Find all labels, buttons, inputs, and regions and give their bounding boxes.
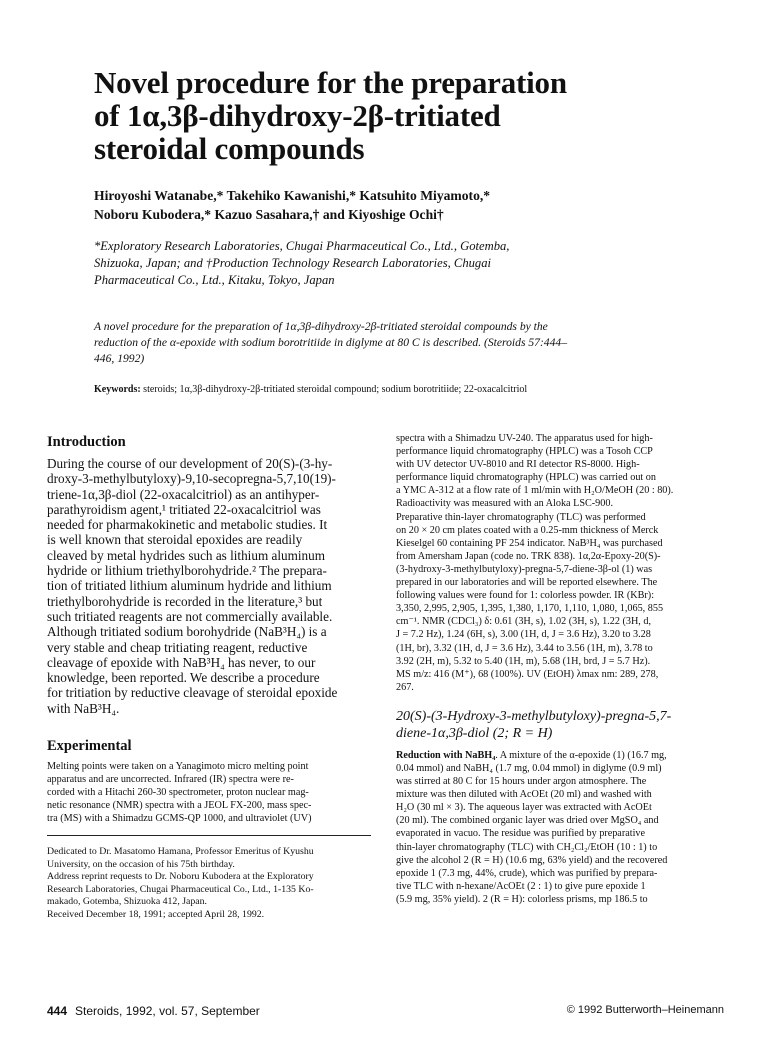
reduction-text: . A mixture of the α-epoxide (1) (16.7 mg, 0.04 mmol) and NaBH₄ (1.7 mg, 0.04 mmol) in diglyme (0.9 ml) was stirred at 80 C for 15 hours under argon atmosphere. The mixture was then diluted with AcOEt (20 ml) and washed with H₂O (30 ml × 3). The aqueous layer was extracted with AcOEt (20 ml). The combined organic layer was dried over MgSO₄ and evaporated in vacuo. The residue was purified by preparative thin-layer chromatography (TLC) with CH₂Cl₂/EtOH (10 : 1) to give the alcohol 2 (R = H) (10.6 mg, 63% yield) and the recovered epoxide 1 (7.3 mg, 44%, crude), which was purified by prepara- tive TLC with n-hexane/AcOEt (2 : 1) to give pure epoxide 1 (5.9 mg, 35% yield). 2 (R = H): colorless prisms, mp 186.5 to [396, 749, 668, 905]
experimental-heading: Experimental [47, 738, 132, 755]
introduction-heading: Introduction [47, 434, 126, 450]
compound-heading: 20(S)-(3-Hydroxy-3-methylbutyloxy)-pregna-5,7- diene-1α,3β-diol (2; R = H) [396, 708, 672, 741]
affiliations: *Exploratory Research Laboratories, Chugai Pharmaceutical Co., Ltd., Gotemba, Shizuoka, Japan; and †Production Technology Research Laboratories, Chugai Pharmaceutical Co., Ltd., Kitaku, Tokyo, Japan [94, 239, 510, 287]
reduction-paragraph [396, 749, 726, 906]
reduction-label: Reduction with NaBH₄ [396, 749, 496, 761]
right-column [396, 432, 726, 906]
copyright-notice: © 1992 Butterworth–Heinemann [566, 1004, 724, 1016]
page-number: 444 [47, 1004, 68, 1018]
journal-citation: Steroids, 1992, vol. 57, September [75, 1004, 260, 1018]
footnote-divider [47, 835, 371, 836]
introduction-body: During the course of our development of 20(S)-(3-hy- droxy-3-methylbutyloxy)-9,10-secopregna-5,7,10(19)- triene-1α,3β-diol (22-oxacalcitriol) as an antihyper- parathyroidism agent,¹ tritiated 22-oxacalcitriol was needed for pharmakokinetic and metabolic studies. It is well known that steroidal epoxides are readily cleaved by metal hydrides such as lithium aluminum hydride or lithium triethylborohydride.² The prepara- tion of tritiated lithium aluminum hydride and lithium triethylborohydride is recorded in the literature,³ but such tritiated reagents are not commercially available. Although tritiated sodium borohydride (NaB³H₄) is a very stable and cheap tritiating reagent, reductive cleavage of epoxide with NaB³H₄ has never, to our knowledge, been reported. We describe a procedure for tritiation by reductive cleavage of steroidal epoxide with NaB³H₄. [47, 456, 338, 716]
footnote: Dedicated to Dr. Masatomo Hamana, Professor Emeritus of Kyushu University, on the occasion of his 75th birthday. Address reprint requests to Dr. Noboru Kubodera at the Exploratory Research Laboratories, Chugai Pharmaceutical Co., Ltd., 1-135 Ko- makado, Gotemba, Shizuoka 412, Japan. Received December 18, 1991; accepted April 28, 1992. [47, 846, 314, 920]
article-title: Novel procedure for the preparation of 1α,3β-dihydroxy-2β-tritiated steroidal compounds [94, 65, 567, 166]
keywords [94, 383, 714, 397]
author-list: Hiroyoshi Watanabe,* Takehiko Kawanishi,* Katsuhito Miyamoto,* Noboru Kubodera,* Kazuo Sasahara,† and Kiyoshige Ochi† [94, 188, 491, 222]
page-footer-citation [47, 1004, 260, 1018]
left-column [47, 432, 377, 826]
experimental-continued: spectra with a Shimadzu UV-240. The apparatus used for high- performance liquid chromatography (HPLC) was a Tosoh CCP with UV detector UV-8010 and RI detector RS-8000. High- performance liquid chromatography (HPLC) was carried out on a YMC A-312 at a flow rate of 1 ml/min with H₂O/MeOH (20 : 80). Radioactivity was measured with an Aloka LSC-900. Preparative thin-layer chromatography (TLC) was performed on 20 × 20 cm plates coated with a 0.25-mm thickness of Merck Kieselgel 60 containing PF 254 indicator. NaB³H₄ was purchased from Amersham Japan (code no. TRK 838). 1α,2α-Epoxy-20(S)- (3-hydroxy-3-methylbutyloxy)-pregna-5,7-diene-3β-ol (1) was prepared in our laboratories and will be reported elsewhere. The following values were found for 1: colorless powder. IR (KBr): 3,350, 2,995, 2,905, 1,395, 1,380, 1,170, 1,110, 1,080, 1,065, 855 cm⁻¹. NMR (CDCl₃) δ: 0.61 (3H, s), 1.02 (3H, s), 1.22 (3H, d, J = 7.2 Hz), 1.24 (6H, s), 3.00 (1H, d, J = 3.6 Hz), 3.20 to 3.28 (1H, br), 3.32 (1H, d, J = 3.6 Hz), 3.44 to 3.56 (1H, m), 3.78 to 3.92 (2H, m), 5.32 to 5.40 (1H, m), 5.68 (1H, brd, J = 5.7 Hz). MS m/z: 416 (M⁺), 68 (100%). UV (EtOH) λmax nm: 289, 278, 267. [396, 433, 674, 693]
experimental-body: Melting points were taken on a Yanagimoto micro melting point apparatus and are uncorrected. Infrared (IR) spectra were re- corded with a Hitachi 260-30 spectrometer, proton nuclear mag- netic resonance (NMR) spectra with a JEOL FX-200, mass spec- tra (MS) with a Shimadzu GCMS-QP 1000, and ultraviolet (UV) [47, 761, 312, 825]
keywords-label: Keywords: [94, 384, 141, 395]
keywords-text: steroids; 1α,3β-dihydroxy-2β-tritiated steroidal compound; sodium borotritiide; 22-oxacalcitriol [140, 384, 528, 395]
abstract: A novel procedure for the preparation of 1α,3β-dihydroxy-2β-tritiated steroidal compounds by the reduction of the α-epoxide with sodium borotritiide in diglyme at 80 C is described. (Steroids 57:444– 446, 1992) [94, 320, 567, 365]
